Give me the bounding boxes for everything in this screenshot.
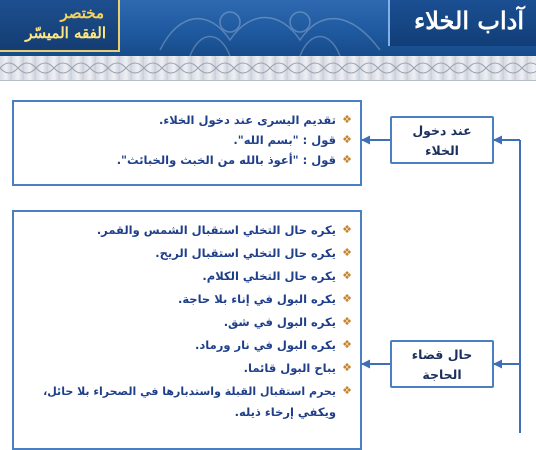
list-item-continuation: ويكفي إرخاء ذيله.	[234, 405, 336, 419]
page-title: آداب الخلاء	[413, 6, 524, 35]
label-relieving-line-1: حال قضاء	[411, 347, 473, 362]
bullet-icon: ❖	[342, 338, 352, 351]
list-item: ❖ يكره حال التخلي الكلام.	[14, 266, 352, 286]
bullet-icon: ❖	[342, 133, 352, 146]
entering-items-box	[12, 100, 362, 186]
label-relieving-line-2: الحاجة	[422, 367, 462, 382]
label-entering	[390, 116, 494, 164]
label-relieving	[390, 340, 494, 388]
bullet-icon: ❖	[342, 315, 352, 328]
bullet-icon: ❖	[342, 246, 352, 259]
bullet-icon: ❖	[342, 292, 352, 305]
bullet-icon: ❖	[342, 384, 352, 397]
list-item: ❖ يكره البول في إناء بلا حاجة.	[14, 289, 352, 309]
label-entering-line-1: عند دخول	[412, 123, 472, 138]
list-item: ❖ يكره البول في شق.	[14, 312, 352, 332]
list-item: ❖ يحرم استقبال القبلة واستدبارها في الصحراء بلا حائل،	[14, 381, 352, 402]
list-item: ❖ يكره حال التخلي استقبال الشمس والقمر.	[14, 220, 352, 240]
list-item: ❖ يباح البول قائما.	[14, 358, 352, 378]
bullet-icon: ❖	[342, 361, 352, 374]
list-item: ❖ قول : "بسم الله".	[14, 130, 352, 150]
bullet-icon: ❖	[342, 269, 352, 282]
relieving-items-box	[12, 210, 362, 450]
bullet-icon: ❖	[342, 113, 352, 126]
list-item: ❖ يكره البول في نار ورماد.	[14, 335, 352, 355]
logo-line-2: الفقه الميسّر	[25, 24, 106, 42]
list-item: ❖ يكره حال التخلي استقبال الريح.	[14, 243, 352, 263]
bullet-icon: ❖	[342, 223, 352, 236]
bullet-icon: ❖	[342, 153, 352, 166]
logo-line-1: مختصر	[60, 4, 104, 22]
list-item: ❖ تقديم اليسرى عند دخول الخلاء.	[14, 110, 352, 130]
label-entering-line-2: الخلاء	[425, 143, 459, 158]
list-item: ❖ قول : "أعوذ بالله من الخبث والخبائث".	[14, 150, 352, 170]
